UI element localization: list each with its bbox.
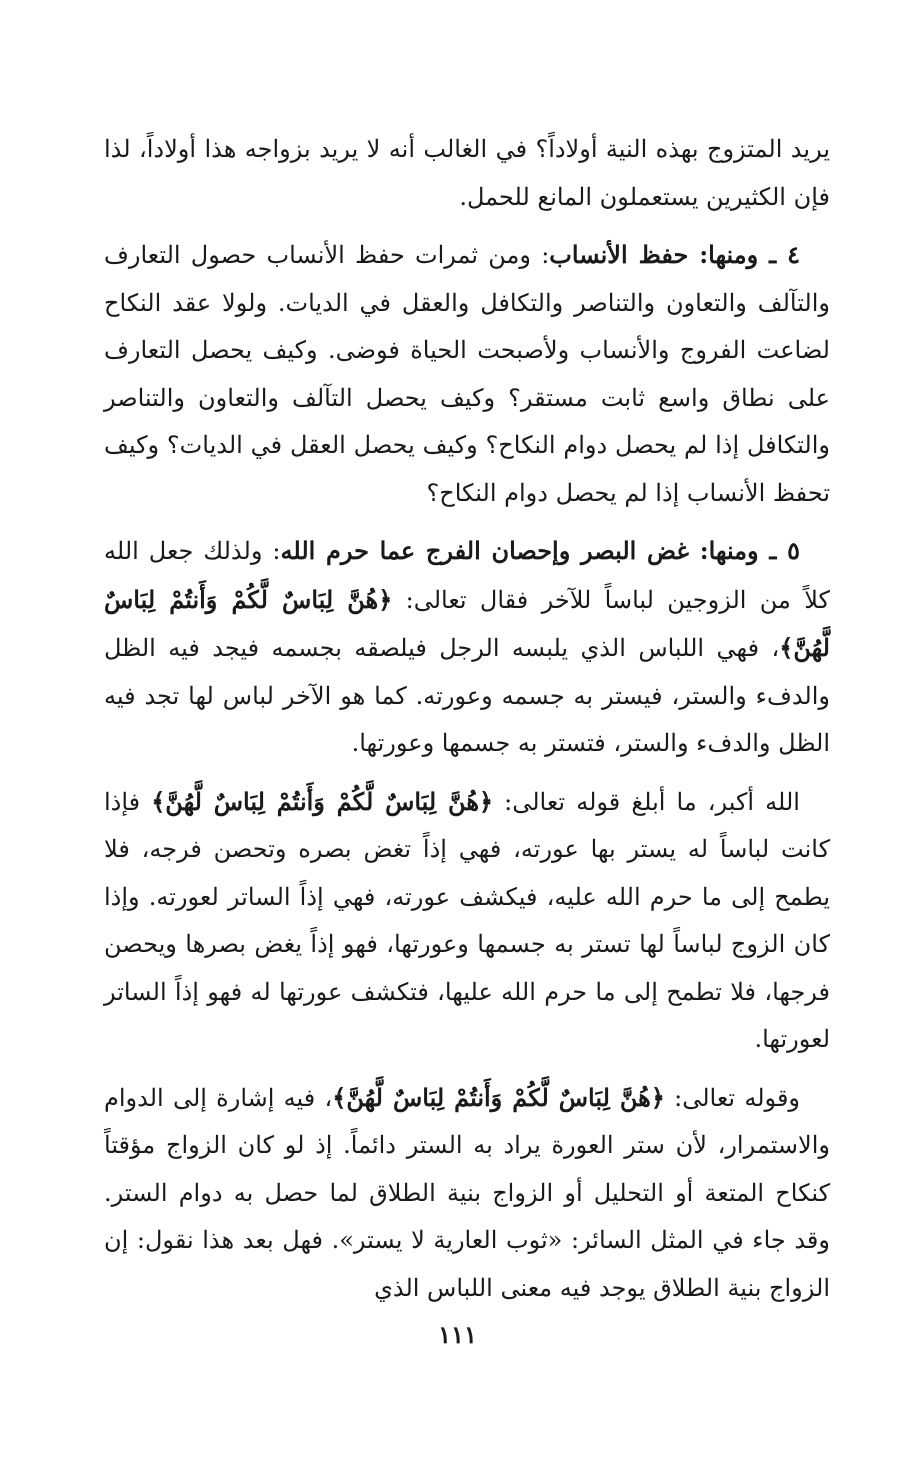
paragraph-4-text-b: فإذا كانت لباساً له يستر بها عورته، فهي إذاً تغض بصره وتحصن فرجه، فلا يطمح إلى ما حرم الله عليه، فيكشف عورته، فهي إذاً الساتر لعورته. وإذا كان الزوج لباساً لها تستر به جسمها وعورتها، فهو إذاً يغض بصرها ويحصن فرجها، فلا تطمح إلى ما حرم الله عليها، فتكشف عورتها له فهو إذاً الساتر لعورتها. [104,787,830,1053]
section-heading-5: ٥ ـ ومنها: غض البصر وإحصان الفرج عما حرم الله [280,536,800,565]
page-number: ١١١ [438,1320,477,1349]
paragraph-3-text-a: : ولذلك جعل الله كلاً من الزوجين لباساً للآخر فقال تعالى: [104,537,830,614]
paragraph-1 [104,126,830,221]
paragraph-4 [104,778,830,1064]
paragraph-3 [104,527,830,768]
paragraph-4-text-a: الله أكبر، ما أبلغ قوله تعالى: [493,787,800,816]
paragraph-2 [104,231,830,517]
paragraph-5-text-b: ، فيه إشارة إلى الدوام والاستمرار، لأن ستر العورة يراد به الستر دائماً. إذ لو كان الزواج مؤقتاً كنكاح المتعة أو التحليل أو الزواج بنية الطلاق لما حصل به دوام الستر. وقد جاء في المثل السائر: «ثوب العارية لا يستر». فهل بعد هذا نقول: إن الزواج بنية الطلاق يوجد فيه معنى اللباس الذي [104,1083,830,1302]
quran-verse: ﴿هُنَّ لِبَاسٌ لَّكُمْ وَأَنتُمْ لِبَاسٌ لَّهُنَّ﴾ [151,786,494,816]
paragraph-5-text-a: وقوله تعالى: [664,1083,801,1112]
body-text [104,126,830,1312]
paragraph-5 [104,1074,830,1313]
paragraph-2-text: : ومن ثمرات حفظ الأنساب حصول التعارف والتآلف والتعاون والتناصر والتكافل والعقل في الديات. ولولا عقد النكاح لضاعت الفروج والأنساب ولأصبحت الحياة فوضى. وكيف يحصل التعارف على نطاق واسع ثابت مستقر؟ وكيف يحصل التآلف والتعاون والتناصر والتكافل إذا لم يحصل دوام النكاح؟ وكيف يحصل العقل في الديات؟ وكيف تحفظ الأنساب إذا لم يحصل دوام النكاح؟ [104,241,830,507]
paragraph-3-text-b: ، فهي اللباس الذي يلبسه الرجل فيلصقه بجسمه فيجد فيه الظل والدفء والستر، فيستر به جسمه وعورته. كما هو الآخر لباس لها تجد فيه الظل والدفء والستر، فتستر به جسمها وعورتها. [104,634,830,757]
quran-verse: ﴿هُنَّ لِبَاسٌ لَّكُمْ وَأَنتُمْ لِبَاسٌ لَّهُنَّ﴾ [104,584,830,662]
quran-verse: ﴿هُنَّ لِبَاسٌ لَّكُمْ وَأَنتُمْ لِبَاسٌ لَّهُنَّ﴾ [332,1082,665,1112]
section-heading-4: ٤ ـ ومنها: حفظ الأنساب [549,240,800,269]
paragraph-1-text: يريد المتزوج بهذه النية أولاداً؟ في الغالب أنه لا يريد بزواجه هذا أولاداً، لذا فإن الكثيرين يستعملون المانع للحمل. [104,135,830,211]
